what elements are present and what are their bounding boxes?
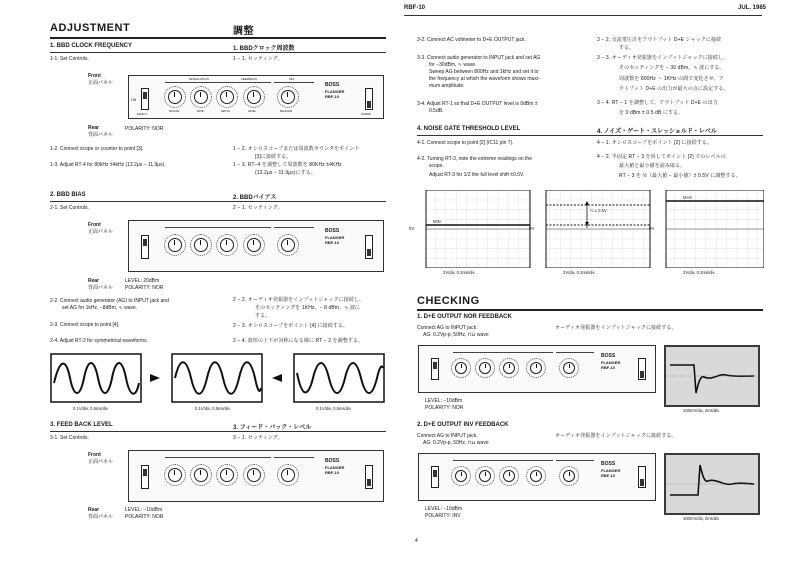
s3-step3-en-c: Sweep AG between 800Hz and 1kHz and set it to xyxy=(429,69,539,75)
brand-logo: BOSS xyxy=(601,353,616,359)
s2-step3-jp: 2 − 3. オシロスコープをポイント [4] に接続する。 xyxy=(233,323,349,329)
check2-level-value: LEVEL: −10dBm xyxy=(425,506,463,512)
rate-knob xyxy=(479,470,491,482)
check2-line2: AG: 0.2Vp-p, 50Hz, ⊓⊔ wave xyxy=(423,440,489,446)
model-number: RBF-10 xyxy=(601,473,616,478)
front-panel-2 xyxy=(128,220,384,272)
effect-switch xyxy=(431,466,439,488)
s2-polarity-value: POLARITY: NOR xyxy=(125,285,164,291)
gate-scope-caption-2: 2V/div, 0.2ms/div xyxy=(563,270,595,275)
s2-step3-en: 2-3. Connect scope to point [4]. xyxy=(50,322,120,328)
s4-step2-jp-b: 最大値と最小値を読み取る。 xyxy=(619,163,686,169)
knob-label-level: LEVEL xyxy=(248,110,257,113)
s2-step2-en-b: set AG for 1kHz, −8dBm, ∿ wave. xyxy=(62,305,138,311)
s2-title-jp: 2. BBDバイアス xyxy=(233,195,277,201)
check1-scope-caption: 100mV/div, 2ms/div xyxy=(683,408,720,413)
s4-step2-jp-c: RT − 3 を ½（最大値 − 最小値）± 0.5V に調整する。 xyxy=(619,173,741,179)
brand-logo: BOSS xyxy=(325,458,340,464)
gate-scope-zero-3: 0V xyxy=(649,226,655,231)
s4-step1-en: 4-1. Connect scope to point [2] (IC11 pin 7). xyxy=(417,140,514,146)
s3-step3-en-a: 3-3. Connect audio generator to INPUT jack and set AG xyxy=(417,55,541,61)
s1-step3-jp-a: 1 − 3. RT−4 を調整して周波数を 80KHz ±4KHz xyxy=(233,162,342,168)
adjustment-title-jp: 調整 xyxy=(233,26,254,37)
effect-label: EFFECT xyxy=(137,113,148,116)
s1-rear-jp: 背面パネル xyxy=(88,132,114,138)
gate-scope-annotation: ½ ± 0.5V xyxy=(590,208,607,213)
s3-step1-en: 3-1. Set Controls. xyxy=(50,435,89,441)
power-label: POWER xyxy=(361,113,371,116)
bias-scope-3 xyxy=(294,354,384,402)
power-switch xyxy=(638,466,646,488)
check1-title: 1. D+E OUTPUT NOR FEEDBACK xyxy=(417,314,512,320)
s2-front-en: Front xyxy=(88,222,101,228)
check-panel-1 xyxy=(418,345,656,393)
model-number: RBF-10 xyxy=(325,240,340,245)
on-label: ON xyxy=(131,98,137,102)
check2-title: 2. D+E OUTPUT INV FEEDBACK xyxy=(417,422,509,428)
s3-level-value: LEVEL: −10dBm xyxy=(125,507,163,513)
balance-knob xyxy=(281,238,295,252)
s4-step2-en-b: scope. xyxy=(429,163,444,169)
brand-logo: BOSS xyxy=(601,461,616,467)
s2-step4-jp: 2 − 4. 波形の上下が対称になる様に RT − 2 を調整する。 xyxy=(233,338,364,344)
knob-label-balance: BALANCE xyxy=(280,110,293,113)
balance-knob xyxy=(563,362,575,374)
s3-step4-en-b: 0.5dB. xyxy=(429,108,444,114)
manual-knob xyxy=(168,90,182,104)
rate-knob xyxy=(194,468,208,482)
check2-jp: オーディオ発振器をインプットジャックに接続する。 xyxy=(555,433,677,439)
level-knob xyxy=(530,470,542,482)
gate-scope-3 xyxy=(666,190,764,268)
gate-scope-1 xyxy=(426,190,530,268)
rate-knob xyxy=(194,238,208,252)
s2-rear-jp: 背面パネル xyxy=(88,285,114,291)
model-name: FLANGER xyxy=(325,465,345,470)
knob-label-rate: RATE xyxy=(197,110,204,113)
bbd-bias-scopes xyxy=(50,353,386,403)
s3-rear-en: Rear xyxy=(88,507,100,513)
s2-rear-en: Rear xyxy=(88,278,100,284)
gate-scope-max-label: MAX xyxy=(683,195,693,200)
page-number: 4 xyxy=(415,538,418,544)
adjustment-title-en: ADJUSTMENT xyxy=(50,22,131,34)
s3-step4-en-a: 3-4. Adjust RT-1 so that D+E OUTPUT level is 0dBm ± xyxy=(417,101,538,107)
manual-knob xyxy=(455,470,467,482)
check-scope-1 xyxy=(664,345,760,407)
s3-step3-jp-c: 周波数を 800Hz 〜 1KHz の間で変化させ、ア xyxy=(619,76,724,82)
power-switch xyxy=(365,465,373,489)
s3-step3-jp-d: ウトプット D+E の出力が最大の点に設定する。 xyxy=(619,86,729,92)
gate-scope-2 xyxy=(546,190,650,268)
s1-rule xyxy=(50,52,386,53)
balance-knob xyxy=(281,90,295,104)
model-name: FLANGER xyxy=(325,89,345,94)
check1-level-value: LEVEL: −10dBm xyxy=(425,398,463,404)
power-switch xyxy=(365,235,373,259)
check1-jp: オーディオ発振器をインプットジャックに接続する。 xyxy=(555,325,677,331)
depth-knob xyxy=(503,362,515,374)
arrow-left-icon xyxy=(272,374,282,382)
knob-label-depth: DEPTH xyxy=(221,110,230,113)
s4-title-jp: 4. ノイズ・ゲート・スレッショルド・レベル xyxy=(597,129,717,135)
model-number: RBF-10 xyxy=(325,94,340,99)
depth-knob xyxy=(220,90,234,104)
modulation-label: MODULATION xyxy=(189,77,209,81)
check1-line1: Connect AG to INPUT jack. xyxy=(417,325,478,331)
s3-front-en: Front xyxy=(88,452,101,458)
front-panel-3 xyxy=(128,450,384,502)
s3-step4-jp-a: 3 − 4. RT − 1 を調整して、アウトプット D+E の出力 xyxy=(597,100,718,106)
s2-title-en: 2. BBD BIAS xyxy=(50,192,86,198)
s3-step3-en-e: mum amplitude. xyxy=(429,83,465,89)
s1-step2-jp-a: 1 − 2. オシロスコープまたは周波数カウンタをポイント xyxy=(233,146,360,152)
rate-knob xyxy=(479,362,491,374)
s1-front-jp: 正面パネル xyxy=(88,80,114,86)
s2-step2-jp-a: 2 − 2. オーディオ発振器をインプットジャックに接続し、 xyxy=(233,297,365,303)
model-name: FLANGER xyxy=(601,468,621,473)
brand-logo: BOSS xyxy=(325,228,340,234)
s1-title-jp: 1. BBDクロック周波数 xyxy=(233,46,295,52)
depth-knob xyxy=(503,470,515,482)
s3-step3-jp-a: 3 − 3. オーディオ発振器をインプットジャックに接続し、 xyxy=(597,55,729,61)
knob-label-manual: MANUAL xyxy=(169,110,180,113)
mix-label: MIX xyxy=(289,77,295,81)
s1-step1-en: 1-1. Set Controls. xyxy=(50,56,89,62)
s4-step2-jp-a: 4 − 2. 半固定 RT − 3 を回してポイント [2] でのレベルの xyxy=(597,154,726,160)
s3-step2-jp-a: 3 − 2. 交流電圧計をアウトプット D+E ジャックに接続 xyxy=(597,37,722,43)
adjustment-rule xyxy=(50,37,386,39)
check1-line2: AG: 0.2Vp-p, 50Hz, ⊓⊔ wave xyxy=(423,332,489,338)
balance-knob xyxy=(281,468,295,482)
effect-switch xyxy=(141,88,149,110)
s3-step3-jp-b: そのセッティングを − 30 dBm、∿ 波にする。 xyxy=(619,65,725,71)
manual-knob xyxy=(168,238,182,252)
gate-scope-zero-2: 0V xyxy=(529,226,535,231)
bias-scope-caption-2: 0.1V/div, 0.5ms/div xyxy=(195,406,231,411)
s4-step1-jp: 4 − 1. オシロスコープをポイント [2] に接続する。 xyxy=(597,140,713,146)
noise-gate-scopes xyxy=(404,190,764,268)
header-date: JUL. 1985 xyxy=(738,5,767,11)
manual-knob xyxy=(168,468,182,482)
effect-switch xyxy=(431,358,439,380)
s4-step2-en-c: Adjust RT-3 for 1/2 the full level shift ±0.5V. xyxy=(429,172,525,178)
manual-knob xyxy=(455,362,467,374)
s2-step1-jp: 2 − 1. セッティング。 xyxy=(233,205,283,211)
s4-step2-en-a: 4-2. Turning RT-3, note the extreme readings on the xyxy=(417,156,532,162)
bias-scope-caption-1: 0.1V/div, 0.5ms/div xyxy=(73,406,109,411)
s1-step2-en: 1-2. Connect scope or counter to point [3]. xyxy=(50,146,144,152)
s1-step3-en: 1-3. Adjust RT-4 for 80kHz ±4kHz (13.2μs − 11.9μs). xyxy=(50,162,166,168)
check2-polarity-value: POLARITY: INV xyxy=(425,513,461,519)
power-switch xyxy=(638,358,646,380)
s3-title-jp: 3. フィード・バック・レベル xyxy=(233,425,312,431)
checking-title: CHECKING xyxy=(417,295,480,307)
depth-knob xyxy=(220,468,234,482)
s2-step1-en: 2-1. Set Controls. xyxy=(50,205,89,211)
level-knob xyxy=(530,362,542,374)
s3-front-jp: 正面パネル xyxy=(88,459,114,465)
s3-step2-en: 3-2. Connect AC voltmeter to D+E OUTPUT jack. xyxy=(417,37,526,43)
check2-line1: Connect AG to INPUT jack. xyxy=(417,433,478,439)
s1-step2-jp-b: [3]に接続する。 xyxy=(255,154,292,160)
model-name: FLANGER xyxy=(601,360,621,365)
front-panel-1 xyxy=(128,75,384,119)
level-knob xyxy=(247,238,261,252)
s4-title-en: 4. NOISE GATE THRESHOLD LEVEL xyxy=(417,126,521,132)
level-knob xyxy=(247,90,261,104)
s2-step2-en-a: 2-2. Connect audio generator (AG) to INPUT jack and xyxy=(50,298,169,304)
gate-scope-caption-3: 2V/div, 0.2ms/div xyxy=(683,270,715,275)
s3-title-en: 3. FEED BACK LEVEL xyxy=(50,422,113,428)
check-scope-2 xyxy=(664,453,760,515)
effect-switch xyxy=(141,235,149,259)
model-number: RBF-10 xyxy=(325,470,340,475)
s1-step1-jp: 1 − 1. セッティング。 xyxy=(233,56,283,62)
s1-step3-jp-b: (13.2μs − 11.9μs)にする。 xyxy=(255,170,316,176)
s3-step1-jp: 3 − 1. セッティング。 xyxy=(233,435,283,441)
effect-switch xyxy=(141,465,149,489)
s2-step4-en: 2-4. Adjust RT-2 for symmetrical waveforms. xyxy=(50,338,148,344)
s1-rear-en: Rear xyxy=(88,125,100,131)
gate-scope-caption-1: 2V/div, 0.2ms/div xyxy=(443,270,475,275)
bias-scope-1 xyxy=(51,354,141,402)
bias-scope-2 xyxy=(172,354,262,402)
header-rule xyxy=(404,15,762,16)
s3-step4-jp-b: を 0 dBm ± 0.5 dB にする。 xyxy=(619,110,684,116)
brand-logo: BOSS xyxy=(325,82,340,88)
depth-knob xyxy=(220,238,234,252)
s1-title-en: 1. BBD CLOCK FREQUENCY xyxy=(50,43,133,49)
s1-front-en: Front xyxy=(88,73,101,79)
level-knob xyxy=(247,468,261,482)
s2-front-jp: 正面パネル xyxy=(88,229,114,235)
header-title: RBF-10 xyxy=(404,5,426,11)
feedback-label: FEEDBACK xyxy=(241,77,258,81)
s3-step3-en-d: the frequency at which the waveform shows maxi- xyxy=(429,76,540,82)
rate-knob xyxy=(194,90,208,104)
check-panel-2 xyxy=(418,453,656,501)
gate-scope-zero-1: 0V xyxy=(409,226,415,231)
s1-rear-value: POLARITY: NOR xyxy=(125,126,164,132)
s3-rear-jp: 背面パネル xyxy=(88,514,114,520)
s2-step2-jp-c: する。 xyxy=(255,313,271,319)
balance-knob xyxy=(563,470,575,482)
model-name: FLANGER xyxy=(325,235,345,240)
check2-scope-caption: 100mV/div, 2ms/div xyxy=(683,516,720,521)
s3-step2-jp-b: する。 xyxy=(619,45,635,51)
s2-step2-jp-b: そのセッティングを 1KHz、− 8 dBm、∿ 波に xyxy=(255,305,361,311)
check1-polarity-value: POLARITY: NOR xyxy=(425,405,464,411)
bias-scope-caption-3: 0.1V/div, 0.5ms/div xyxy=(316,406,352,411)
s3-polarity-value: POLARITY: NOR xyxy=(125,514,164,520)
model-number: RBF-10 xyxy=(601,365,616,370)
power-switch xyxy=(365,88,373,110)
gate-scope-min-label: MIN xyxy=(433,219,441,224)
s2-level-value: LEVEL: 20dBm xyxy=(125,278,160,284)
s3-step3-en-b: for −30dBm, ∿ wave. xyxy=(429,62,477,68)
arrow-right-icon xyxy=(150,374,160,382)
